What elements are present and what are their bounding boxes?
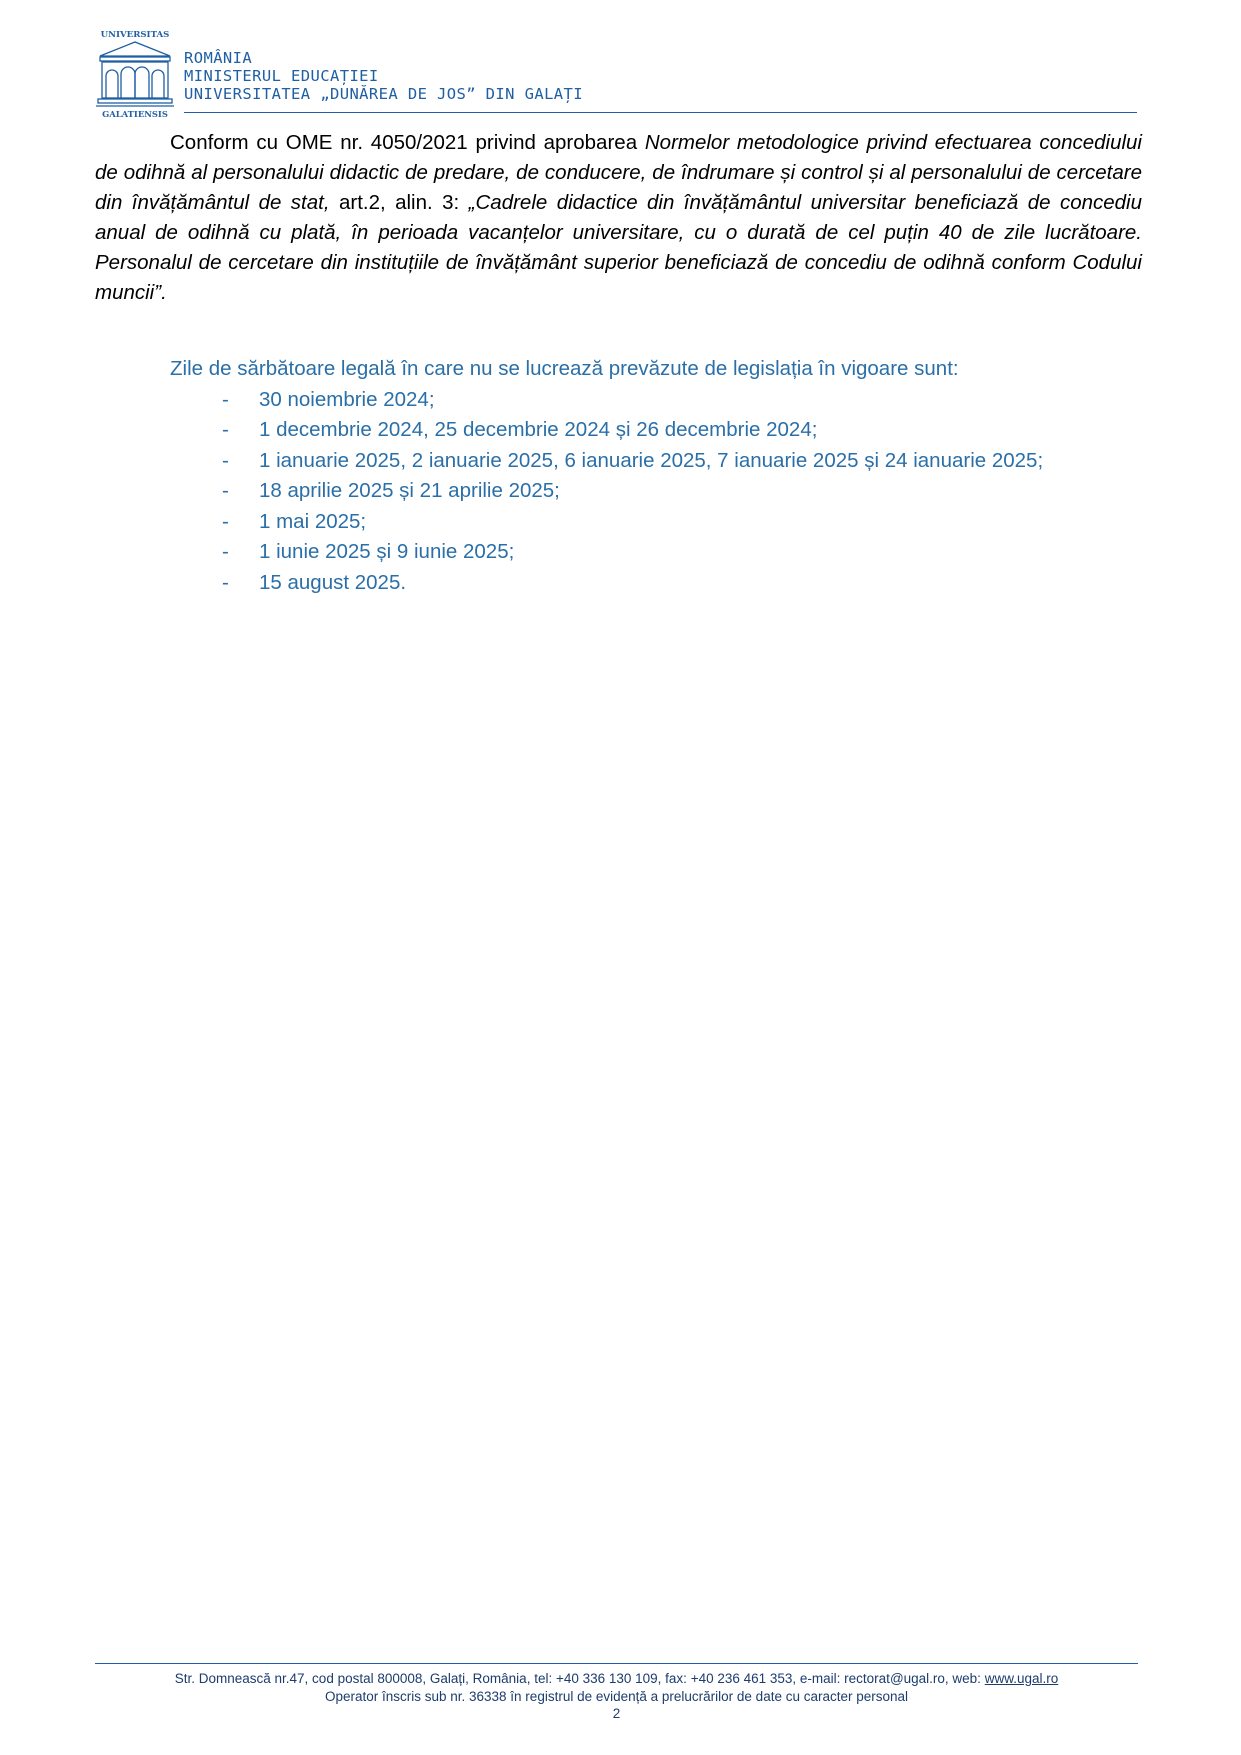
list-item: - 30 noiembrie 2024; [222, 387, 435, 411]
header-divider [184, 112, 1137, 113]
logo-bottom-text: GALATIENSIS [102, 109, 168, 119]
page-number: 2 [612, 1706, 621, 1721]
letterhead [184, 49, 583, 103]
footer-website-link[interactable]: www.ugal.ro [984, 1671, 1059, 1686]
paragraph-quote: „Cadrele didactice din învățământul universitar beneficiază de concediu anual de odihnă cu plată, în perioada vacanțelor universitare, cu o durată de cel puțin 40 de zile lucrătoare. Personalul de cercetare din instituțiile de învățământ superior beneficiază de concediu de odihnă conform Codului muncii”. [95, 191, 1143, 304]
holidays-intro: Zile de sărbătoare legală în care nu se lucrează prevăzute de legislația în vigoare sunt: [170, 357, 959, 380]
list-item: - 18 aprilie 2025 și 21 aprilie 2025; [222, 479, 560, 502]
legal-paragraph [95, 128, 1142, 308]
university-logo [94, 28, 176, 120]
list-item: - 1 iunie 2025 și 9 iunie 2025; [222, 540, 515, 563]
logo-top-text: UNIVERSITAS [100, 30, 170, 40]
footer-divider [95, 1663, 1138, 1664]
list-item: - 1 decembrie 2024, 25 decembrie 2024 și 26 decembrie 2024; [222, 418, 818, 441]
header-country: ROMÂNIA [184, 49, 253, 67]
footer-address-line [95, 1670, 1138, 1688]
holidays-section [170, 354, 1150, 598]
holidays-list [170, 385, 1150, 599]
header-university: UNIVERSITATEA „DUNĂREA DE JOS” DIN GALAȚI [184, 85, 584, 103]
list-item: - 15 august 2025. [222, 570, 407, 594]
footer-address: Str. Domnească nr.47, cod postal 800008, Galați, România, tel: +40 336 130 109, fax: +40 236 461 353, e-mail: rectorat@ugal.ro, web: [174, 1671, 985, 1686]
paragraph-norms-title: Normelor metodologice privind efectuarea concediului de odihnă al personalului didactic de predare, de conducere, de îndrumare și control și al personalului de cercetare din învățământul de stat, [95, 131, 1142, 214]
paragraph-part3: art.2, alin. 3: [329, 191, 469, 214]
header-ministry: MINISTERUL EDUCAȚIEI [184, 67, 379, 85]
paragraph-part1: Conform cu OME nr. 4050/2021 privind aprobarea [170, 131, 645, 154]
footer [95, 1670, 1138, 1723]
list-item: - 1 mai 2025; [222, 509, 367, 533]
footer-operator: Operator înscris sub nr. 36338 în registrul de evidență a prelucrărilor de date cu caracter personal [324, 1688, 909, 1704]
list-item: - 1 ianuarie 2025, 2 ianuarie 2025, 6 ianuarie 2025, 7 ianuarie 2025 și 24 ianuarie 2025; [222, 448, 1044, 472]
